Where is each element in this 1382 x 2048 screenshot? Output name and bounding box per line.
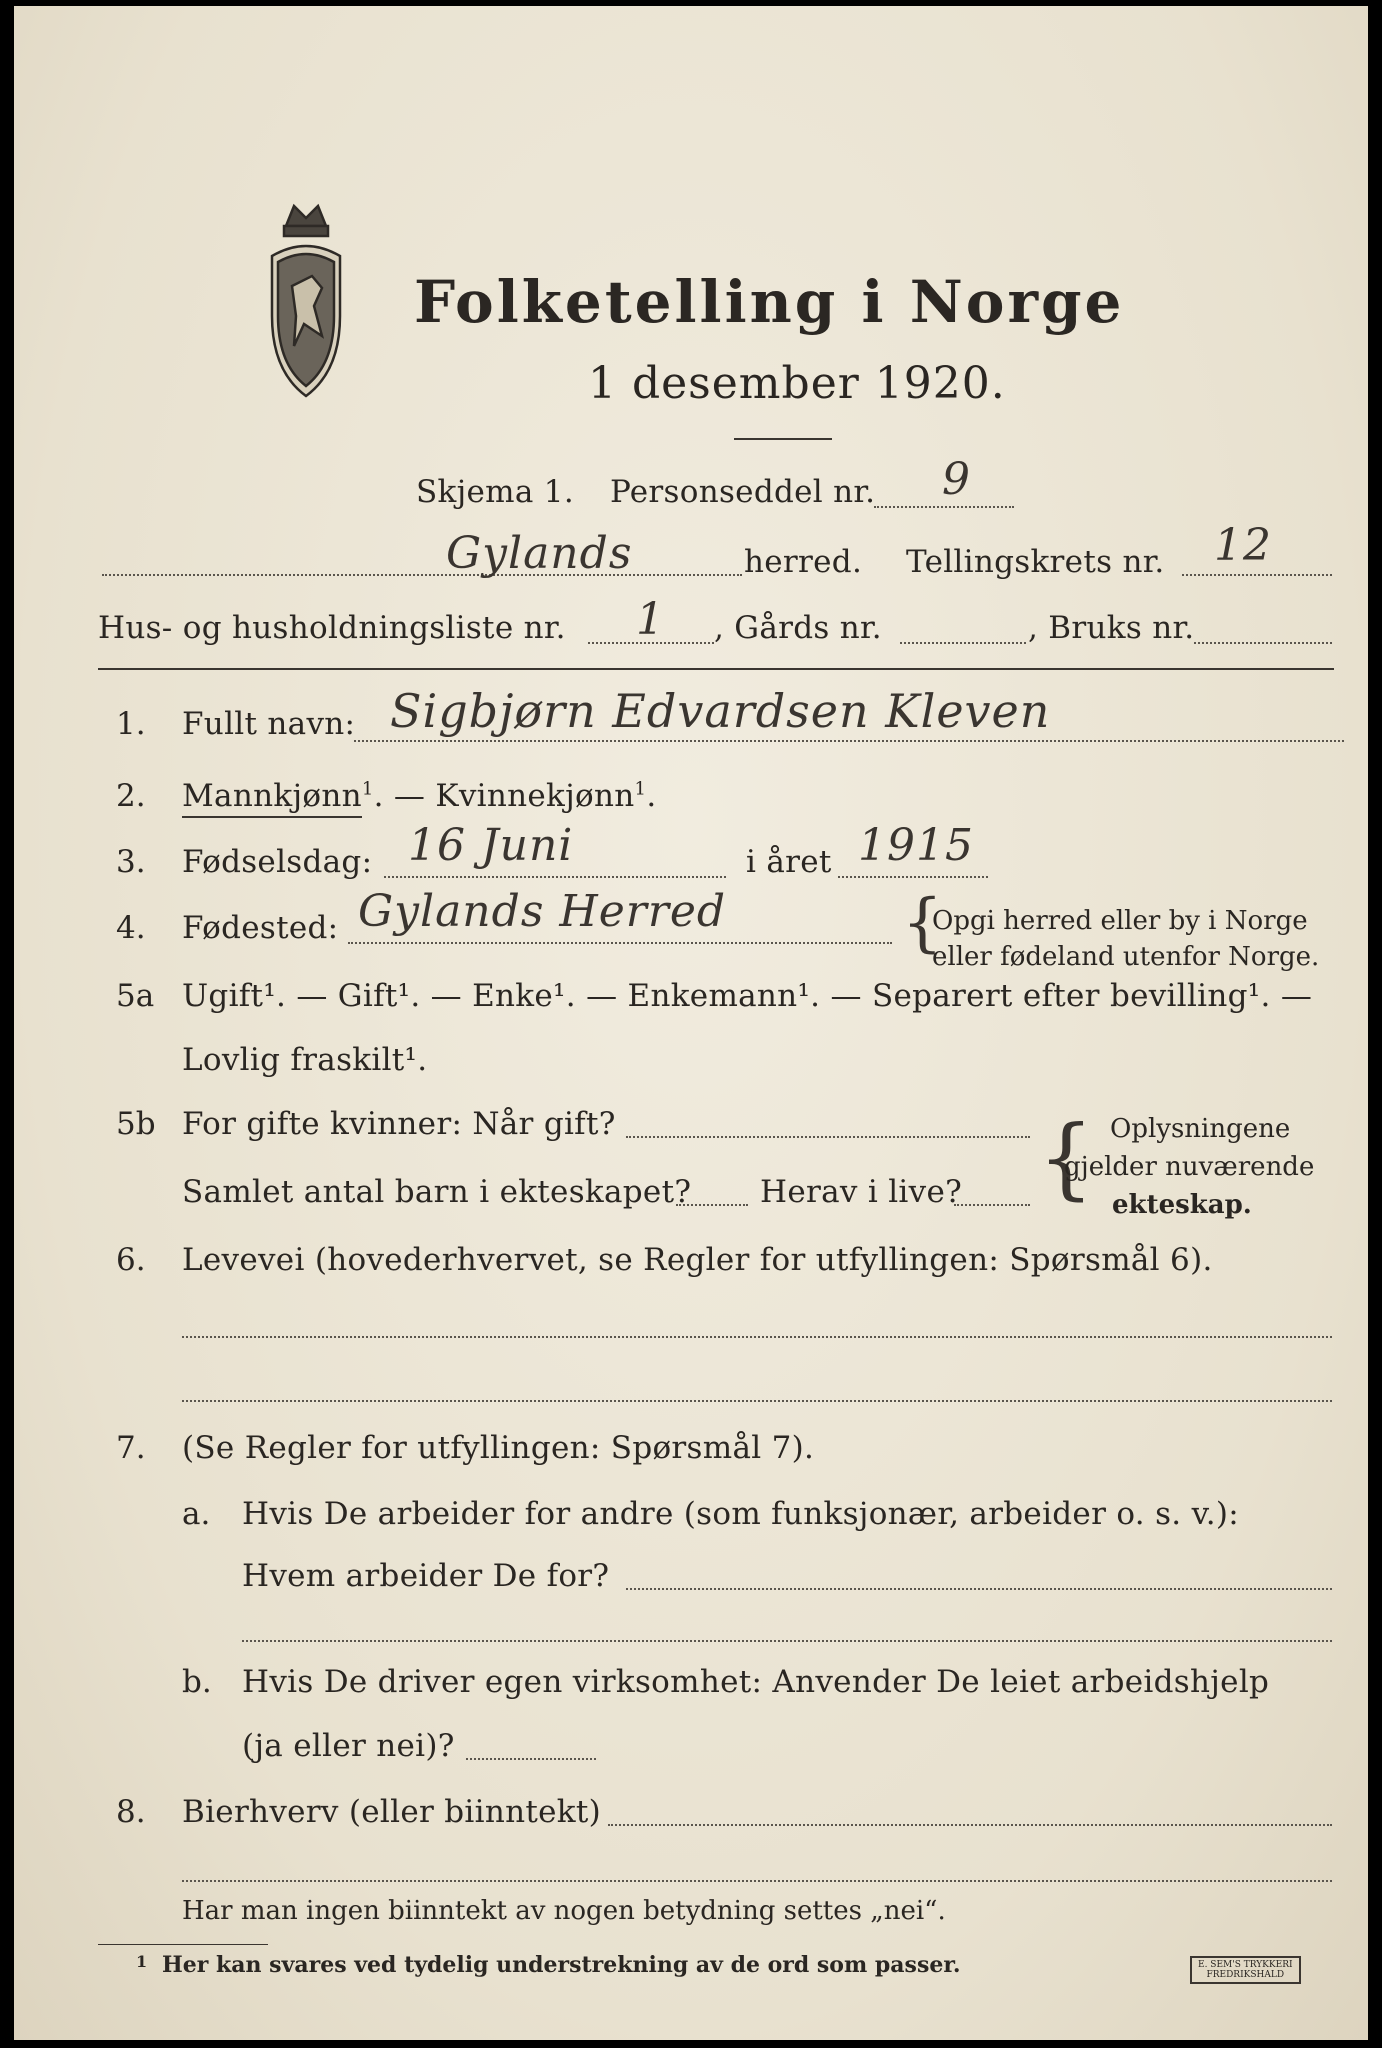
q5b-children-field[interactable] [676,1204,748,1206]
q5a-number: 5a [116,978,155,1014]
q5b-number: 5b [116,1106,156,1142]
hus-value: 1 [636,594,665,645]
q5a-options-cont[interactable]: Lovlig fraskilt¹. [182,1042,428,1078]
title-divider [734,438,832,440]
tellingskrets-label: Tellingskrets nr. [906,544,1165,580]
q7-label: (Se Regler for utfyllingen: Spørsmål 7). [182,1430,815,1466]
q8-label: Bierhverv (eller biinntekt) [182,1794,602,1830]
header-divider [98,668,1334,670]
q4-note-line2: eller fødeland utenfor Norge. [932,942,1320,972]
bruks-field[interactable] [1194,642,1332,644]
bruks-label: , Bruks nr. [1028,610,1195,646]
biinntekt-note: Har man ingen biinntekt av nogen betydning settes „nei“. [182,1896,946,1926]
census-form-page [14,6,1368,2040]
q7b-line1: Hvis De driver egen virksomhet: Anvender De leiet arbeidshjelp [242,1664,1270,1700]
personseddel-label: Personseddel nr. [610,474,876,510]
q4-value: Gylands Herred [358,886,727,937]
q4-note-brace: { [902,886,943,960]
q3-year-value: 1915 [858,820,974,871]
footnote-divider [98,1944,268,1945]
q2-sex-options: Mannkjønn$^1$. — Kvinnekjønn$^1$. [182,778,656,814]
q3-value: 16 Juni [408,820,574,871]
q2-male-option[interactable]: Mannkjønn [182,778,362,818]
q5b-note-line3: ekteskap. [1112,1190,1252,1220]
hus-label: Hus- og husholdningsliste nr. [98,610,566,646]
footnote-text: Her kan svares ved tydelig understrekning av de ord som passer. [162,1952,961,1978]
personseddel-value: 9 [942,454,971,505]
q5b-note-line1: Oplysningene [1110,1114,1291,1144]
form-title: Folketelling i Norge [414,268,1125,336]
skjema-label: Skjema 1. [416,474,574,510]
q4-field[interactable] [348,942,892,944]
q3-year-field[interactable] [838,876,988,878]
q5b-married-field[interactable] [626,1136,1030,1138]
herred-field[interactable] [102,574,742,576]
norwegian-coat-of-arms-icon [264,196,348,406]
q8-field-line1[interactable] [608,1824,1332,1826]
q4-number: 4. [116,910,146,946]
q5b-alive-field[interactable] [954,1204,1030,1206]
personseddel-field[interactable] [874,506,1014,508]
q5b-children-label: Samlet antal barn i ekteskapet? [182,1174,692,1210]
q7-number: 7. [116,1430,146,1466]
q8-number: 8. [116,1794,146,1830]
q4-note-line1: Opgi herred eller by i Norge [932,906,1308,936]
q3-number: 3. [116,844,146,880]
q7a-number: a. [182,1496,211,1532]
herred-label: herred. [744,544,863,580]
q3-field[interactable] [384,876,726,878]
q3-label: Fødselsdag: [182,844,373,880]
q8-field-line2[interactable] [182,1880,1332,1882]
q5a-options[interactable]: Ugift¹. — Gift¹. — Enke¹. — Enkemann¹. — Separert efter bevilling¹. — [182,978,1313,1014]
q5b-note-brace: { [1038,1106,1094,1209]
q7b-line2: (ja eller nei)? [242,1728,455,1764]
q7b-number: b. [182,1664,212,1700]
q5b-label: For gifte kvinner: Når gift? [182,1106,616,1142]
tellingskrets-field[interactable] [1182,574,1332,576]
q6-field-line2[interactable] [182,1400,1332,1402]
q5b-alive-label: Herav i live? [760,1174,963,1210]
q7a-field-line1[interactable] [626,1588,1332,1590]
tellingskrets-value: 12 [1214,520,1272,571]
q1-number: 1. [116,706,146,742]
q4-label: Fødested: [182,910,339,946]
gards-field[interactable] [900,642,1026,644]
q6-label: Levevei (hovederhvervet, se Regler for utfyllingen: Spørsmål 6). [182,1242,1213,1278]
herred-value: Gylands [446,528,633,579]
gards-label: , Gårds nr. [714,610,882,646]
q1-label: Fullt navn: [182,706,356,742]
q2-female-option[interactable]: . — Kvinnekjønn [373,778,635,814]
printer-stamp: E. SEM'S TRYKKERI FREDRIKSHALD [1190,1956,1301,1984]
q7a-line2: Hvem arbeider De for? [242,1558,610,1594]
q1-value: Sigbjørn Edvardsen Kleven [390,684,1051,738]
q5b-note-line2: gjelder nuværende [1064,1152,1315,1182]
q7b-field[interactable] [466,1758,596,1760]
q7a-field-line2[interactable] [242,1640,1332,1642]
q3-year-label: i året [746,844,832,880]
q6-field-line1[interactable] [182,1336,1332,1338]
q7a-line1: Hvis De arbeider for andre (som funksjonær, arbeider o. s. v.): [242,1496,1240,1532]
q6-number: 6. [116,1242,146,1278]
q1-field[interactable] [354,740,1344,742]
q2-number: 2. [116,778,146,814]
census-date: 1 desember 1920. [588,358,1006,409]
footnote-number: 1 [136,1952,148,1971]
